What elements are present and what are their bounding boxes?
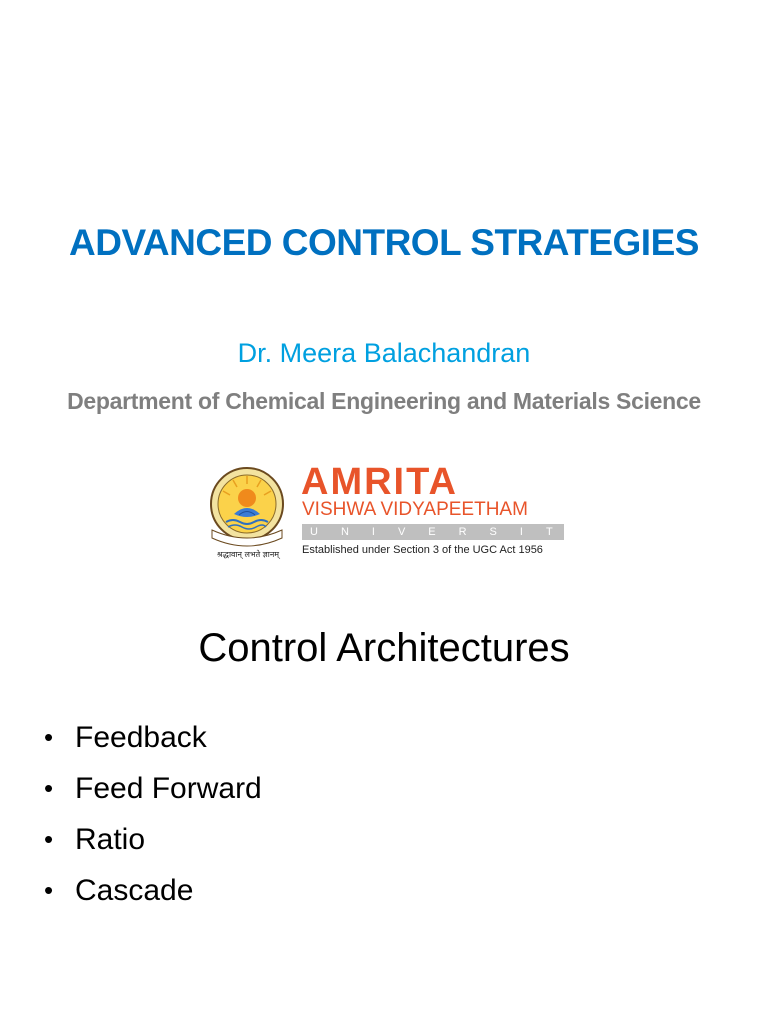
- department-name: Department of Chemical Engineering and Materials Science: [67, 388, 701, 414]
- logo-established: Established under Section 3 of the UGC Act 1956: [302, 544, 543, 556]
- list-item: [44, 763, 262, 814]
- list-item-label: Cascade: [75, 874, 194, 907]
- bullet-icon: •: [44, 875, 54, 905]
- list-item: [44, 865, 262, 916]
- bullet-list: [44, 712, 262, 916]
- author-name: Dr. Meera Balachandran: [237, 338, 531, 368]
- list-item-label: Feed Forward: [75, 772, 262, 805]
- section-heading: Control Architectures: [198, 626, 570, 670]
- list-item-label: Feedback: [75, 721, 207, 754]
- list-item-label: Ratio: [75, 823, 146, 856]
- list-item: [44, 814, 262, 865]
- logo-name: AMRITA: [301, 461, 458, 503]
- university-emblem-icon: [206, 462, 288, 560]
- bullet-icon: •: [44, 722, 54, 752]
- list-item: [44, 712, 262, 763]
- slide-title: ADVANCED CONTROL STRATEGIES: [69, 222, 699, 263]
- university-logo: [206, 461, 607, 562]
- logo-subtitle: VISHWA VIDYAPEETHAM: [302, 499, 528, 520]
- logo-university-bar: UNIVERSITY: [302, 524, 564, 540]
- bullet-icon: •: [44, 773, 54, 803]
- bullet-icon: •: [44, 824, 54, 854]
- logo-motto: श्रद्धावान् लभते ज्ञानम्: [216, 550, 280, 559]
